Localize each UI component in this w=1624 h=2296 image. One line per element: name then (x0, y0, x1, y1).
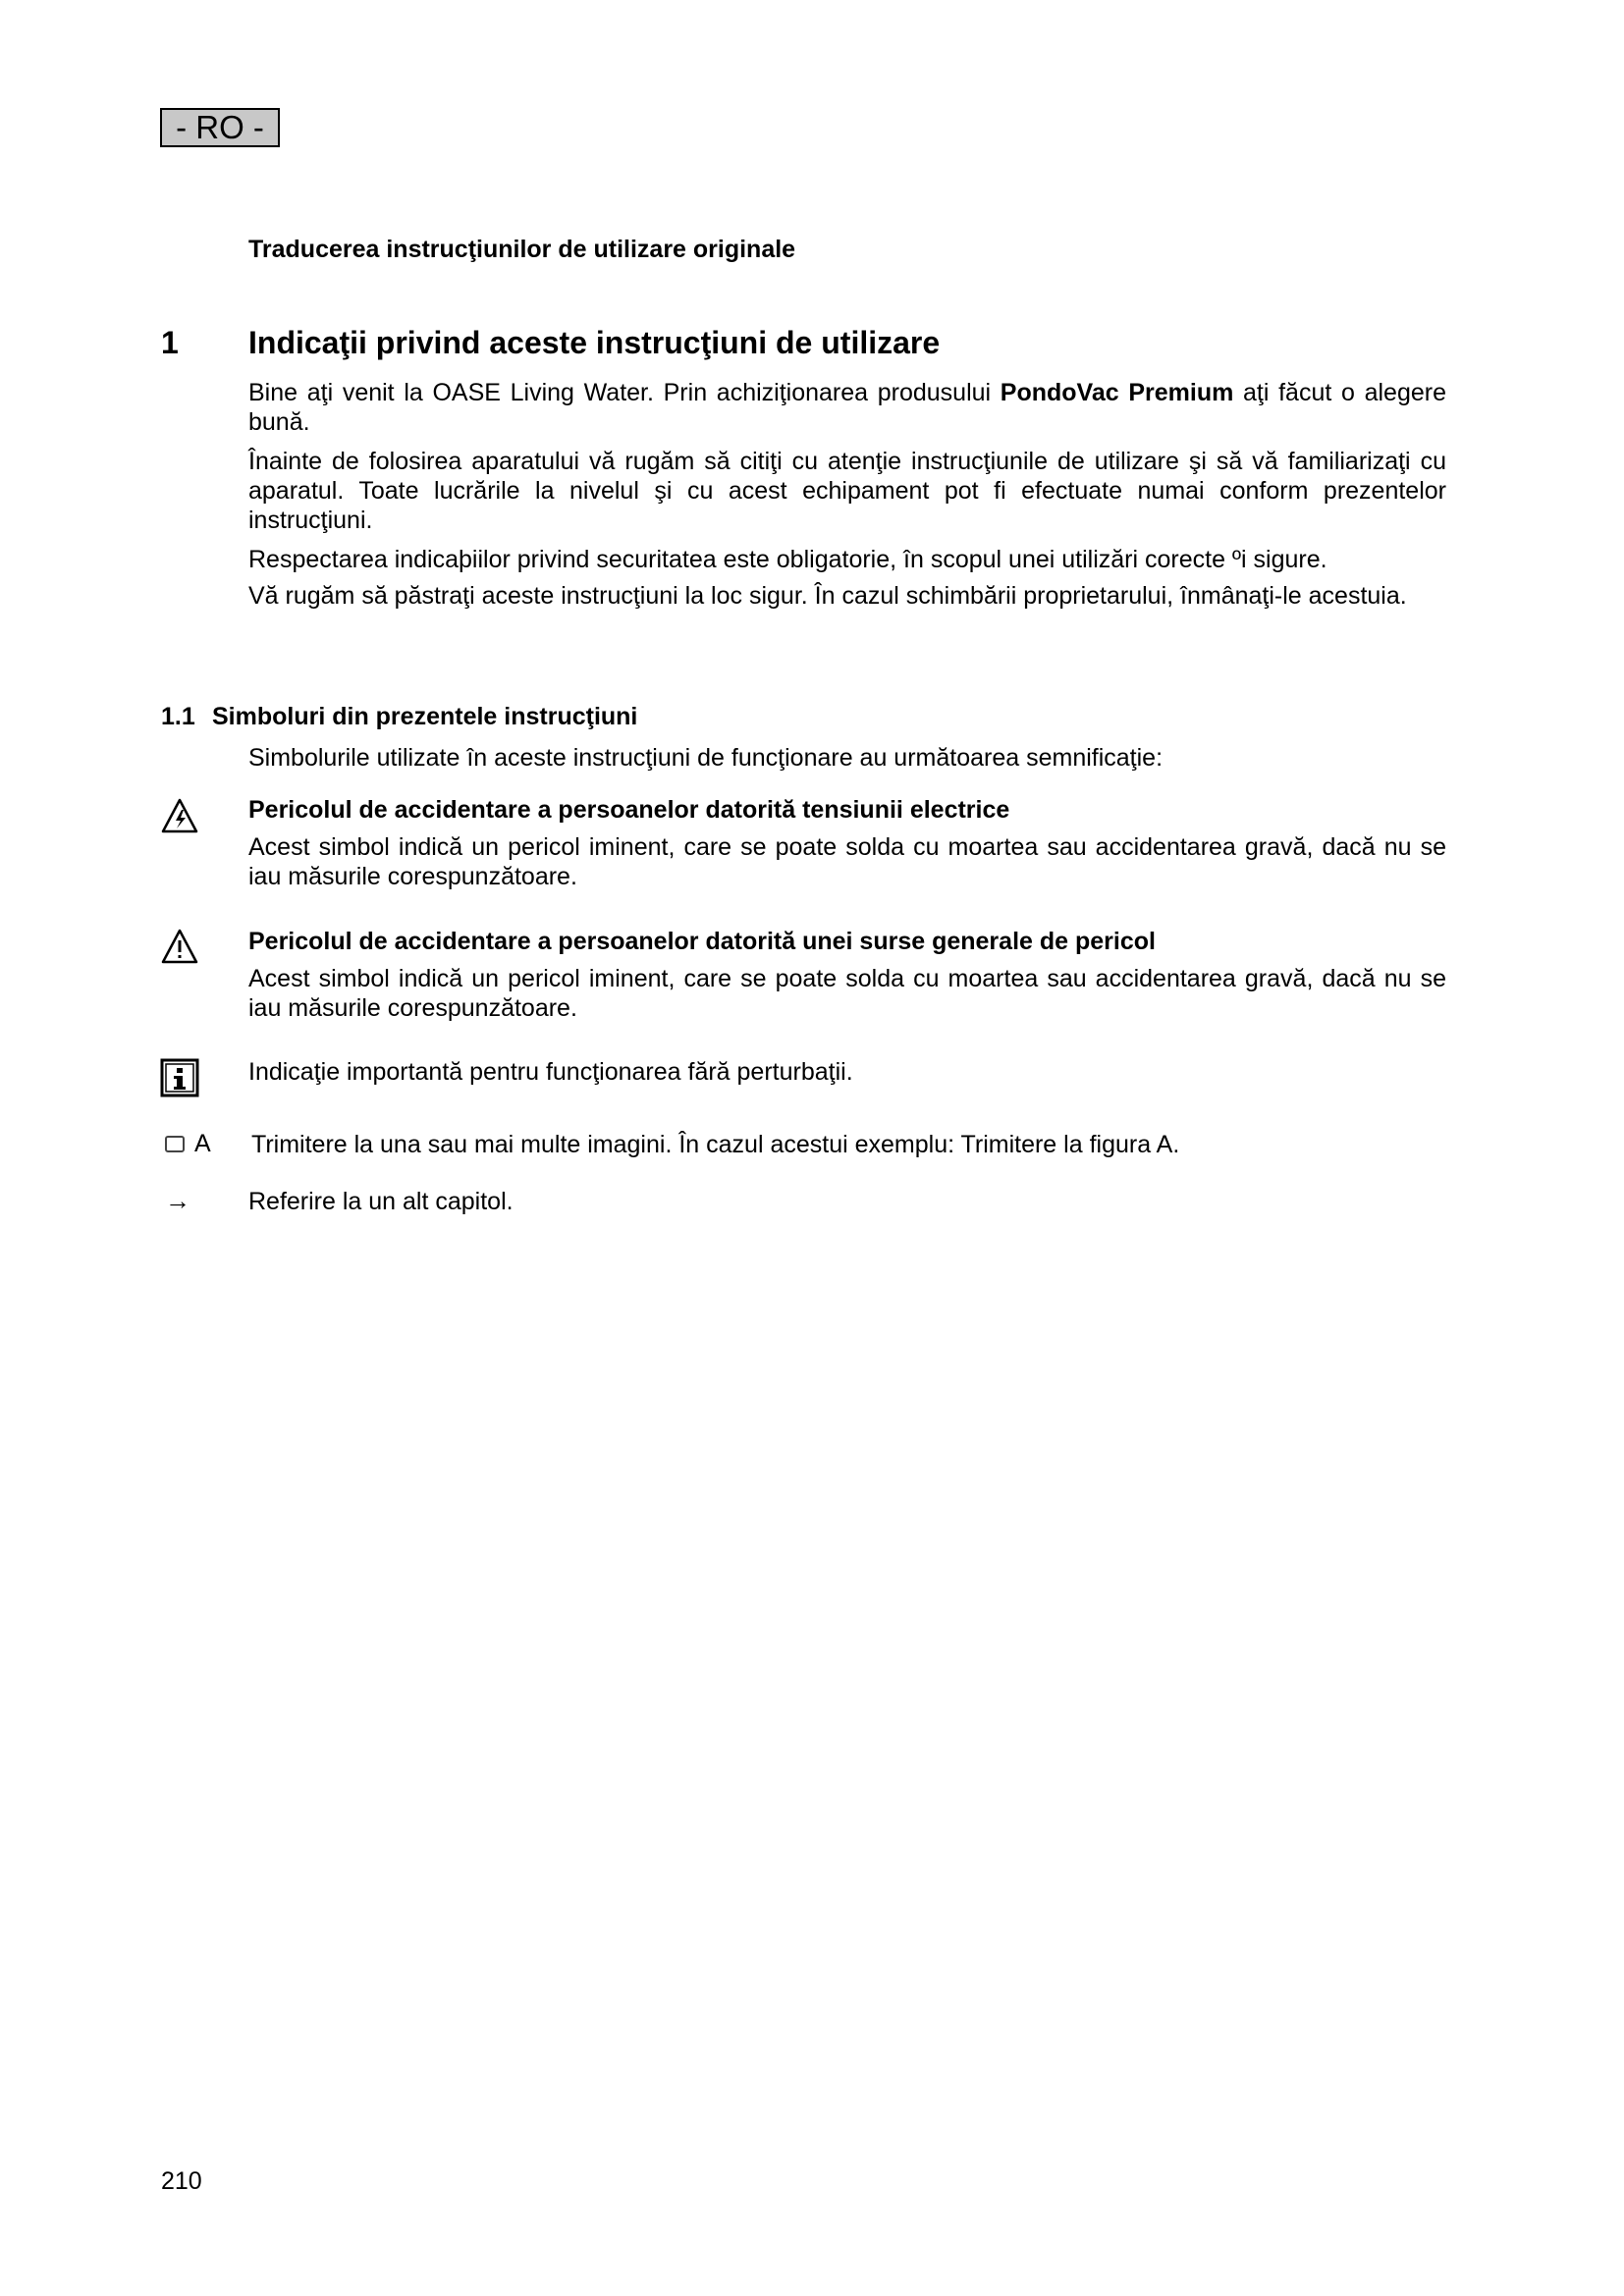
electric-hazard-text: Acest simbol indică un pericol iminent, care se poate solda cu moartea sau accidentarea gravă, dacă nu se iau măsurile corespunzătoare. (248, 833, 1446, 890)
read-instructions-paragraph: Înainte de folosirea aparatului vă rugăm să citiţi cu atenţie instrucţiunile de utilizare şi să vă familiarizaţi cu aparatul. Toate lucrările la nivelul şi cu acest echipament pot fi efectuate numai conform prezentelor instrucţiuni. (248, 448, 1446, 534)
welcome-text-end: aţi făcut o alegere bună. (248, 379, 1446, 436)
subsection-number: 1.1 (161, 703, 195, 730)
subsection-heading (161, 703, 637, 731)
info-text: Indicaţie importantă pentru funcţionarea fără perturbaţii. (248, 1058, 853, 1086)
general-hazard-text: Acest simbol indică un pericol iminent, care se poate solda cu moartea sau accidentarea gravă, dacă nu se iau măsurile corespunzătoare. (248, 965, 1446, 1022)
general-hazard-icon (160, 928, 199, 965)
welcome-text-start: Bine aţi venit la OASE Living Water. Prin achiziţionarea produsului (248, 379, 1001, 406)
figure-reference-icon (165, 1136, 185, 1152)
language-tag: - RO - (160, 108, 280, 147)
document-subtitle: Traducerea instrucţiunilor de utilizare originale (248, 236, 796, 263)
section-title: Indicaţii privind aceste instrucţiuni de utilizare (248, 325, 941, 360)
chapter-reference-text: Referire la un alt capitol. (248, 1188, 514, 1215)
section-number: 1 (161, 325, 179, 360)
symbols-intro: Simbolurile utilizate în aceste instrucţiuni de funcţionare au următoarea semnificaţie: (248, 744, 1164, 772)
electric-hazard-icon (160, 797, 199, 834)
subsection-title: Simboluri din prezentele instrucţiuni (212, 703, 638, 730)
figure-reference-symbol (165, 1130, 211, 1158)
figure-letter: A (194, 1130, 211, 1157)
product-name: PondoVac Premium (1000, 379, 1234, 406)
arrow-right-icon: → (165, 1186, 190, 1215)
safety-paragraph: Respectarea indicaþiilor privind securitatea este obligatorie, în scopul unei utilizări corecte ºi sigure. (248, 546, 1327, 573)
general-hazard-title: Pericolul de accidentare a persoanelor datorită unei surse generale de pericol (248, 928, 1156, 955)
welcome-paragraph (248, 378, 1446, 437)
keep-instructions-paragraph: Vă rugăm să păstraţi aceste instrucţiuni la loc sigur. În cazul schimbării proprietarului, înmânaţi-le acestuia. (248, 582, 1407, 610)
info-icon (160, 1058, 199, 1097)
electric-hazard-title: Pericolul de accidentare a persoanelor datorită tensiunii electrice (248, 796, 1010, 824)
page-number: 210 (161, 2167, 202, 2195)
figure-reference-text: Trimitere la una sau mai multe imagini. În cazul acestui exemplu: Trimitere la figura A. (251, 1131, 1180, 1158)
